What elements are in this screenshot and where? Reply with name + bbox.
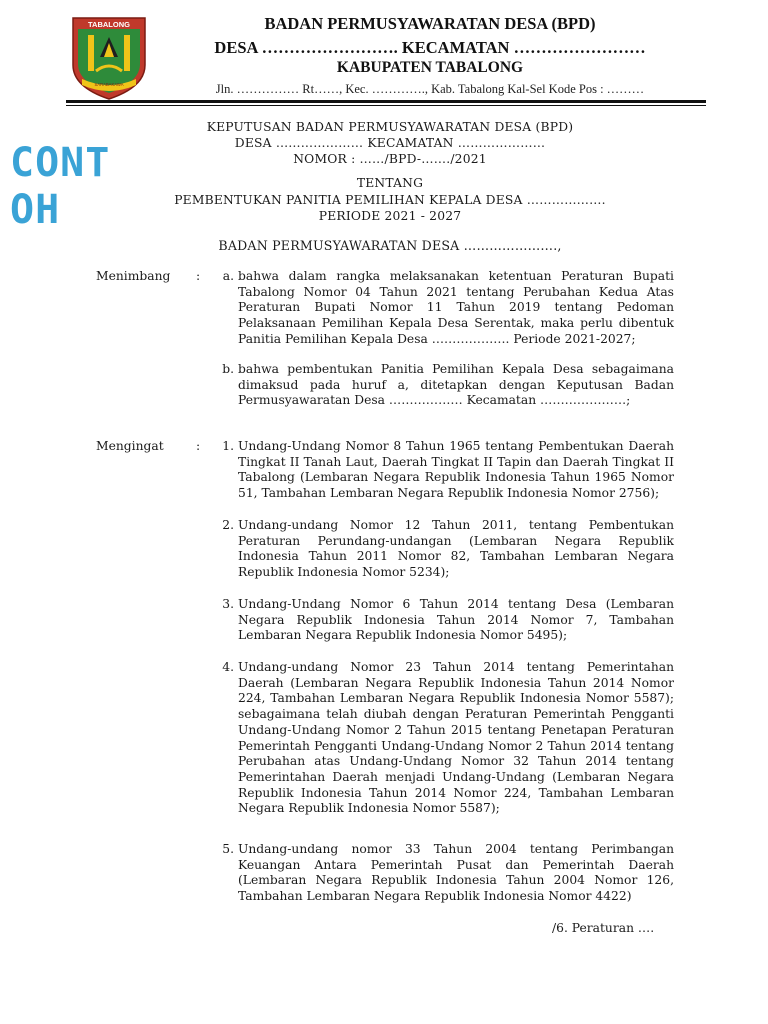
mengingat-marker: 1. (222, 439, 234, 453)
menimbang-marker: a. (222, 269, 234, 283)
mengingat-item: Undang-Undang Nomor 8 Tahun 1965 tentang Pembentukan Daerah Tingkat II Tanah Laut, Daerah Tingkat II Tapin dan Daerah Tingkat II Tabalong (Lembaran Negara Republik Indonesia Tahun 1965 Nomor 51, Tambahan Lembaran Negara Republik Indonesia Nomor 2756); (238, 439, 674, 501)
letterhead-rule-thin (66, 105, 706, 106)
letterhead-institution: BADAN PERMUSYAWARATAN DESA (BPD) (264, 14, 596, 33)
tabalong-regency-logo (70, 15, 148, 101)
menimbang-colon: : (196, 269, 201, 283)
letterhead-village-district: DESA ……………………. KECAMATAN …………………… (214, 38, 646, 57)
menimbang-item: bahwa pembentukan Panitia Pemilihan Kepala Desa sebagaimana dimaksud pada huruf a, ditetapkan dengan Keputusan Badan Permusyawaratan Desa ……………… Kecamatan …………………; (238, 362, 674, 408)
decree-number: NOMOR : ……/BPD-……./2021 (293, 152, 487, 166)
mengingat-marker: 5. (222, 842, 234, 856)
watermark-line-2: OH (10, 187, 61, 233)
mengingat-item: Undang-undang Nomor 12 Tahun 2011, tentang Pembentukan Peraturan Perundang-undangan (Lembaran Negara Republik Indonesia Tahun 2011 Nomor 82, Tambahan Lembaran Negara Republik Indonesia Nomor 5234); (238, 518, 674, 580)
letterhead-rule-thick (66, 100, 706, 103)
mengingat-item: Undang-undang nomor 33 Tahun 2004 tentang Perimbangan Keuangan Antara Pemerintah Pusat dan Pemerintah Daerah (Lembaran Negara Republik Indonesia Tahun 2004 Nomor 126, Tambahan Lembaran Negara Republik Indonesia Nomor 4422) (238, 842, 674, 904)
letterhead-address: Jln. …………… Rt……, Kec. …………., Kab. Tabalong Kal-Sel Kode Pos : ……… (215, 82, 645, 96)
mengingat-marker: 2. (222, 518, 234, 532)
decree-village-line: DESA ………………… KECAMATAN ………………… (234, 136, 546, 150)
decree-tentang: TENTANG (356, 176, 424, 190)
watermark-line-1: CONT (10, 140, 111, 186)
mengingat-item: Undang-Undang Nomor 6 Tahun 2014 tentang Desa (Lembaran Negara Republik Indonesia Tahun 2014 Nomor 7, Tambahan Lembaran Negara Republik Indonesia Nomor 5495); (238, 597, 674, 643)
mengingat-label: Mengingat (96, 439, 164, 453)
menimbang-marker: b. (222, 362, 234, 376)
menimbang-item: bahwa dalam rangka melaksanakan ketentuan Peraturan Bupati Tabalong Nomor 04 Tahun 2021 tentang Perubahan Kedua Atas Peraturan Bupati Nomor 11 Tahun 2019 tentang Pedoman Pelaksanaan Pemilihan Kepala Desa Serentak, maka perlu dibentuk Panitia Pemilihan Kepala Desa ………………. Periode 2021-2027; (238, 269, 674, 346)
page-continuation: /6. Peraturan …. (552, 921, 655, 935)
mengingat-marker: 3. (222, 597, 234, 611)
decree-issuer: BADAN PERMUSYAWARATAN DESA …………………., (218, 238, 562, 253)
letterhead-regency: KABUPATEN TABALONG (336, 59, 524, 76)
menimbang-label: Menimbang (96, 269, 171, 283)
svg-text:TABALONG: TABALONG (88, 20, 130, 29)
mengingat-marker: 4. (222, 660, 234, 674)
mengingat-colon: : (196, 439, 201, 453)
decree-title: KEPUTUSAN BADAN PERMUSYAWARATAN DESA (BPD) (206, 120, 574, 134)
decree-subject: PEMBENTUKAN PANITIA PEMILIHAN KEPALA DESA ………………. (174, 193, 606, 207)
mengingat-item: Undang-undang Nomor 23 Tahun 2014 tentang Pemerintahan Daerah (Lembaran Negara Republik Indonesia Tahun 2014 Nomor 224, Tambahan Lembaran Negara Republik Indonesia Nomor 5587); sebagaimana telah diubah dengan Peraturan Pemerintah Pengganti Undang-Undang Nomor 2 Tahun 2015 tentang Penetapan Peraturan Pemerintah Pengganti Undang-Undang Nomor 2 Tahun 2014 tentang Perubahan atas Undang-Undang Nomor 32 Tahun 2014 tentang Pemerintahan Daerah menjadi Undang-Undang (Lembaran Negara Republik Indonesia Tahun 2014 Nomor 224, Tambahan Lembaran Negara Republik Indonesia Nomor 5587); (238, 660, 674, 816)
decree-period: PERIODE 2021 - 2027 (318, 209, 462, 223)
svg-text:SARABAKAWA: SARABAKAWA (94, 82, 124, 87)
